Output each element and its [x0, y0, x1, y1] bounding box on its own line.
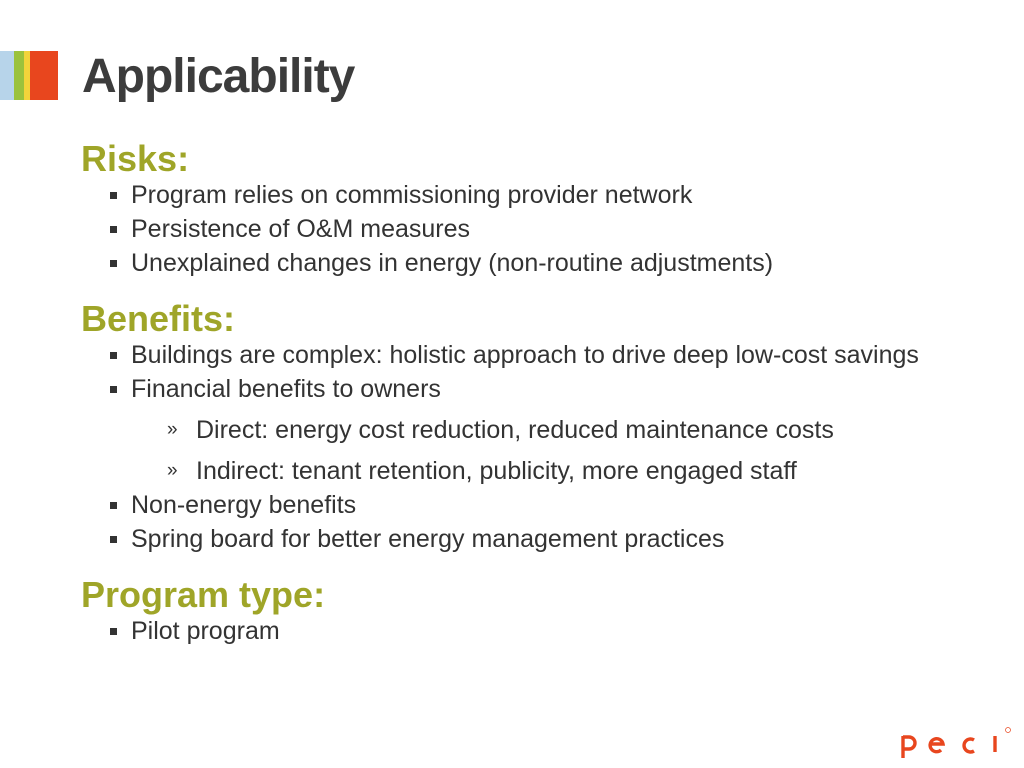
chevron-right-icon: » — [167, 419, 178, 440]
square-bullet-icon — [110, 502, 117, 509]
section-benefits — [81, 300, 961, 556]
bullet-list — [81, 338, 961, 556]
list-item-text: Buildings are complex: holistic approach to drive deep low-cost savings — [131, 341, 919, 369]
list-item — [81, 338, 961, 372]
list-item-text: Financial benefits to owners — [131, 375, 441, 403]
slide-content — [81, 140, 961, 648]
list-item — [81, 246, 961, 280]
chevron-right-icon: » — [167, 460, 178, 481]
section-heading: Benefits: — [81, 298, 236, 339]
section-program-type — [81, 576, 961, 648]
section-heading: Risks: — [81, 138, 190, 179]
section-heading: Program type: — [81, 574, 326, 615]
list-item-text: Persistence of O&M measures — [131, 215, 471, 243]
square-bullet-icon — [110, 352, 117, 359]
square-bullet-icon — [110, 260, 117, 267]
square-bullet-icon — [110, 628, 117, 635]
sub-list-item-text: Direct: energy cost reduction, reduced maintenance costs — [196, 416, 834, 444]
square-bullet-icon — [110, 386, 117, 393]
peci-logo-mark — [903, 736, 995, 758]
accent-stripes — [0, 51, 58, 100]
list-item — [81, 614, 961, 648]
list-item — [81, 522, 961, 556]
accent-stripe-red — [30, 51, 58, 100]
sub-list-item-text: Indirect: tenant retention, publicity, more engaged staff — [196, 457, 797, 485]
bullet-list — [81, 614, 961, 648]
list-item-text: Unexplained changes in energy (non-routine adjustments) — [131, 249, 774, 277]
registered-mark-icon — [1006, 728, 1011, 733]
accent-stripe-blue — [0, 51, 14, 100]
list-item-text: Spring board for better energy management practices — [131, 525, 725, 553]
accent-stripe-green — [14, 51, 24, 100]
list-item — [81, 372, 961, 406]
list-item — [81, 178, 961, 212]
square-bullet-icon — [110, 192, 117, 199]
slide-title: Applicability — [82, 50, 355, 103]
peci-logo — [895, 724, 1013, 764]
list-item-text: Program relies on commissioning provider network — [131, 181, 693, 209]
list-item — [81, 488, 961, 522]
list-item-text: Non-energy benefits — [131, 491, 357, 519]
list-item — [81, 212, 961, 246]
section-risks — [81, 140, 961, 280]
sub-list-item — [81, 454, 961, 488]
sub-list-item — [81, 413, 961, 447]
square-bullet-icon — [110, 536, 117, 543]
square-bullet-icon — [110, 226, 117, 233]
bullet-list — [81, 178, 961, 280]
list-item-text: Pilot program — [131, 617, 280, 645]
